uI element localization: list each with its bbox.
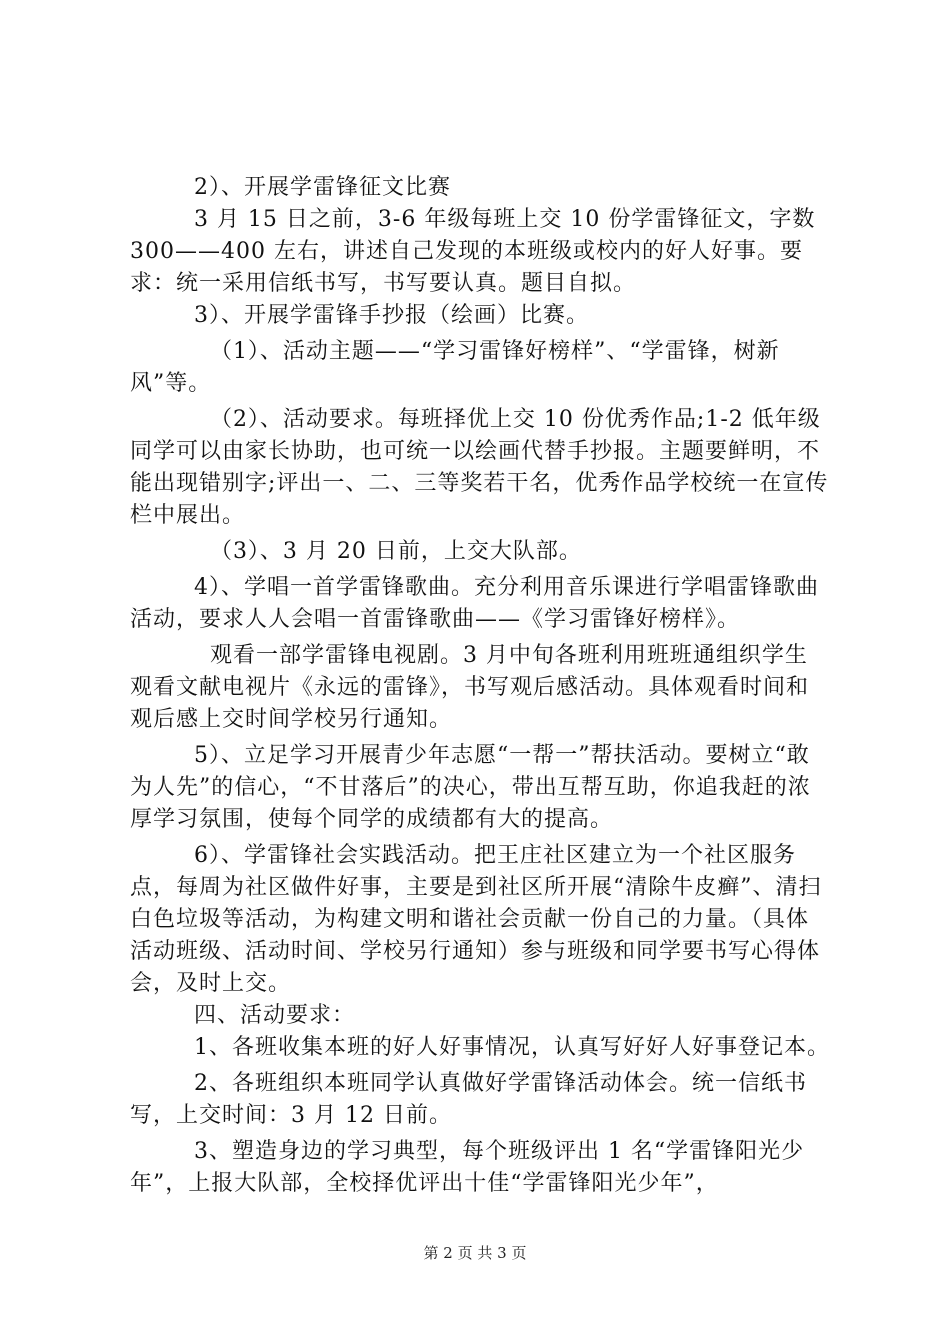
paragraph-essay-contest-heading: 2）、开展学雷锋征文比赛: [130, 175, 451, 200]
paragraph-handwritten-newspaper-heading: 3）、开展学雷锋手抄报（绘画）比赛。: [130, 303, 589, 328]
paragraph-song-learning: 4）、学唱一首学雷锋歌曲。充分利用音乐课进行学唱雷锋歌曲活动，要求人人会唱一首雷锋歌曲——《学习雷锋好榜样》。: [130, 575, 819, 632]
paragraph-requirement-1: 1、各班收集本班的好人好事情况，认真写好好人好事登记本。: [130, 1035, 830, 1060]
document-body: [130, 172, 830, 1200]
paragraph-volunteer-activity: 5）、立足学习开展青少年志愿“一帮一”帮扶活动。要树立“敢为人先”的信心，“不甘落后”的决心，带出互帮互助，你追我赶的浓厚学习氛围，使每个同学的成绩都有大的提高。: [130, 743, 811, 832]
paragraph-submission-deadline: （3）、3 月 20 日前，上交大队部。: [130, 539, 582, 564]
paragraph-tv-drama: 观看一部学雷锋电视剧。3 月中旬各班利用班班通组织学生观看文献电视片《永远的雷锋》，书写观后感活动。具体观看时间和观后感上交时间学校另行通知。: [130, 643, 810, 732]
page-number-footer: 第 2 页 共 3 页: [423, 1244, 527, 1262]
paragraph-requirement-2: 2、各班组织本班同学认真做好学雷锋活动体会。统一信纸书写，上交时间：3 月 12 日前。: [130, 1071, 807, 1128]
paragraph-activity-requirements: （2）、活动要求。每班择优上交 10 份优秀作品;1-2 低年级同学可以由家长协助，也可统一以绘画代替手抄报。主题要鲜明，不能出现错别字;评出一、二、三等奖若干名，优秀作品学校统一在宣传栏中展出。: [130, 407, 829, 528]
paragraph-essay-contest-details: 3 月 15 日之前，3-6 年级每班上交 10 份学雷锋征文，字数300——400 左右，讲述自己发现的本班级或校内的好人好事。要求：统一采用信纸书写，书写要认真。题目自拟。: [130, 207, 816, 296]
paragraph-social-practice: 6）、学雷锋社会实践活动。把王庄社区建立为一个社区服务点，每周为社区做件好事，主要是到社区所开展“清除牛皮癣”、清扫白色垃圾等活动，为构建文明和谐社会贡献一份自己的力量。（具体活动班级、活动时间、学校另行通知）参与班级和同学要书写心得体会，及时上交。: [130, 843, 822, 996]
paragraph-activity-theme: （1）、活动主题——“学习雷锋好榜样”、“学雷锋，树新风”等。: [130, 339, 780, 396]
section-heading-activity-requirements: 四、活动要求：: [130, 1003, 355, 1028]
paragraph-requirement-3: 3、塑造身边的学习典型，每个班级评出 1 名“学雷锋阳光少年”，上报大队部，全校择优评出十佳“学雷锋阳光少年”，: [130, 1139, 805, 1196]
